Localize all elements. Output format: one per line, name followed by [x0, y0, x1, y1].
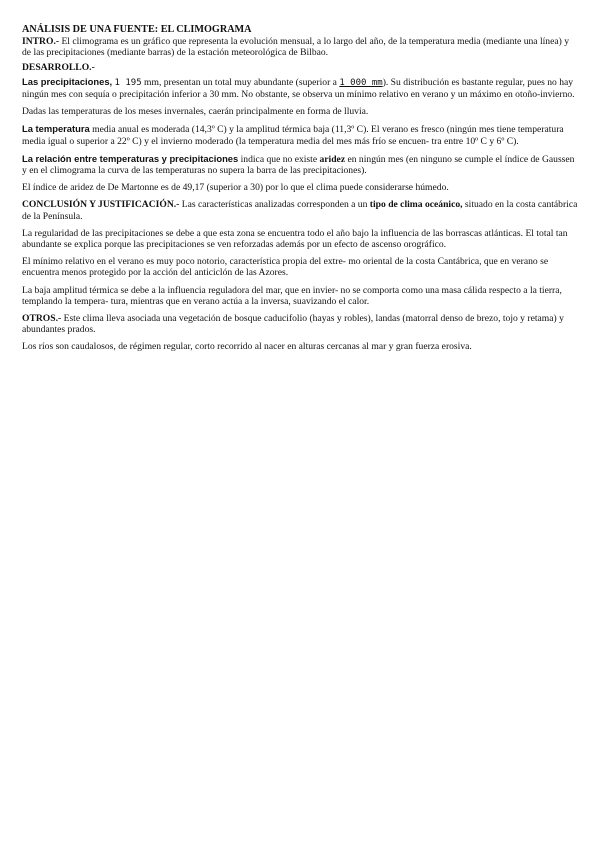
relacion-text-2: en ningún mes (en ninguno se cumple el índice de Gaussen y en el climograma la curva de las temperaturas no supera la barra de las precipitaciones).: [22, 153, 575, 177]
otros-label: OTROS.-: [22, 313, 62, 325]
precipitaciones-paragraph: [22, 76, 578, 100]
rios-paragraph: Los ríos son caudalosos, de régimen regular, corto recorrido al nacer en alturas cercanas al mar y gran fuerza erosiva.: [22, 341, 472, 353]
relacion-paragraph: [22, 153, 578, 176]
relacion-text-1: indica que no existe: [238, 153, 320, 165]
conclusion-text-1: Las características analizadas corresponden a un: [179, 199, 370, 211]
otros-text: Este clima lleva asociada una vegetación de bosque caducifolio (hayas y robles), landas (matorral denso de brezo, tojo y retama) y abundantes prados.: [22, 313, 564, 336]
amplitud-paragraph: La baja amplitud térmica se debe a la influencia reguladora del mar, que en invier- no se comporta como una masa cálida respecto a la tierra, templando la tempera- tura, mientras que en verano actúa a la inversa, suavizando el calor.: [22, 284, 562, 307]
precipitaciones-text: ). Su distribución es bastante regular, pues no hay ningún mes con sequía o precipitación inferior a 30 mm. No obstante, se observa un mínimo relativo en verano y un máximo en otoño-invierno.: [22, 76, 575, 101]
invierno-paragraph: Dadas las temperaturas de los meses invernales, caerán principalmente en forma de lluvia.: [22, 106, 369, 118]
temperatura-text: media anual es moderada (14,3º C) y la amplitud térmica baja (11,3º C). El verano es fresco (ningún mes tiene temperatura media igual o superior a 22º C) y el invierno moderado (la temperatura media del mes más frío se encuen- tra entre 10º C y 6º C).: [22, 124, 564, 147]
regularidad-paragraph: La regularidad de las precipitaciones se debe a que esta zona se encuentra todo el año bajo la influencia de las borrascas atlánticas. El total tan abundante se explica porque las precipitaciones se ven reforzadas además por un efecto de ascenso orográfico.: [22, 227, 568, 251]
relacion-bold: aridez: [319, 153, 346, 165]
temperatura-paragraph: [22, 123, 578, 146]
document-page: [22, 24, 578, 359]
relacion-label: La relación entre temperaturas y precipitaciones: [22, 152, 239, 164]
desarrollo-heading: DESARROLLO.-: [22, 61, 95, 73]
minimo-paragraph: El mínimo relativo en el verano es muy poco notorio, característica propia del extre- mo oriental de la costa Cantábrica, que en verano se encuentra menos protegido por la acción del anticiclón de las Azores.: [22, 256, 549, 279]
otros-paragraph: [22, 313, 578, 335]
intro-text: El climograma es un gráfico que representa la evolución mensual, a lo largo del año, de la temperatura media (mediante una línea) y de las precipitaciones (mediante barras) de la estación meteorológica de Bilbao.: [22, 36, 570, 59]
precipitaciones-value: 1 195: [114, 77, 142, 88]
intro-label: INTRO.-: [22, 36, 60, 48]
conclusion-label: CONCLUSIÓN Y JUSTIFICACIÓN.-: [22, 199, 180, 211]
intro-paragraph: [22, 36, 578, 58]
precipitaciones-label: Las precipitaciones,: [22, 75, 113, 87]
martonne-paragraph: El índice de aridez de De Martonne es de 49,17 (superior a 30) por lo que el clima puede considerarse húmedo.: [22, 182, 449, 194]
document-title: ANÁLISIS DE UNA FUENTE: EL CLIMOGRAMA: [22, 24, 252, 35]
conclusion-text-2: situado en la costa cantábrica de la Península.: [22, 199, 578, 222]
precipitaciones-threshold: 1 000 mm: [339, 77, 383, 88]
temperatura-label: La temperatura: [22, 123, 90, 135]
conclusion-paragraph: [22, 199, 578, 221]
conclusion-bold: tipo de clima oceánico,: [369, 199, 463, 211]
precipitaciones-unit-text: mm, presentan un total muy abundante (superior a: [141, 76, 340, 88]
